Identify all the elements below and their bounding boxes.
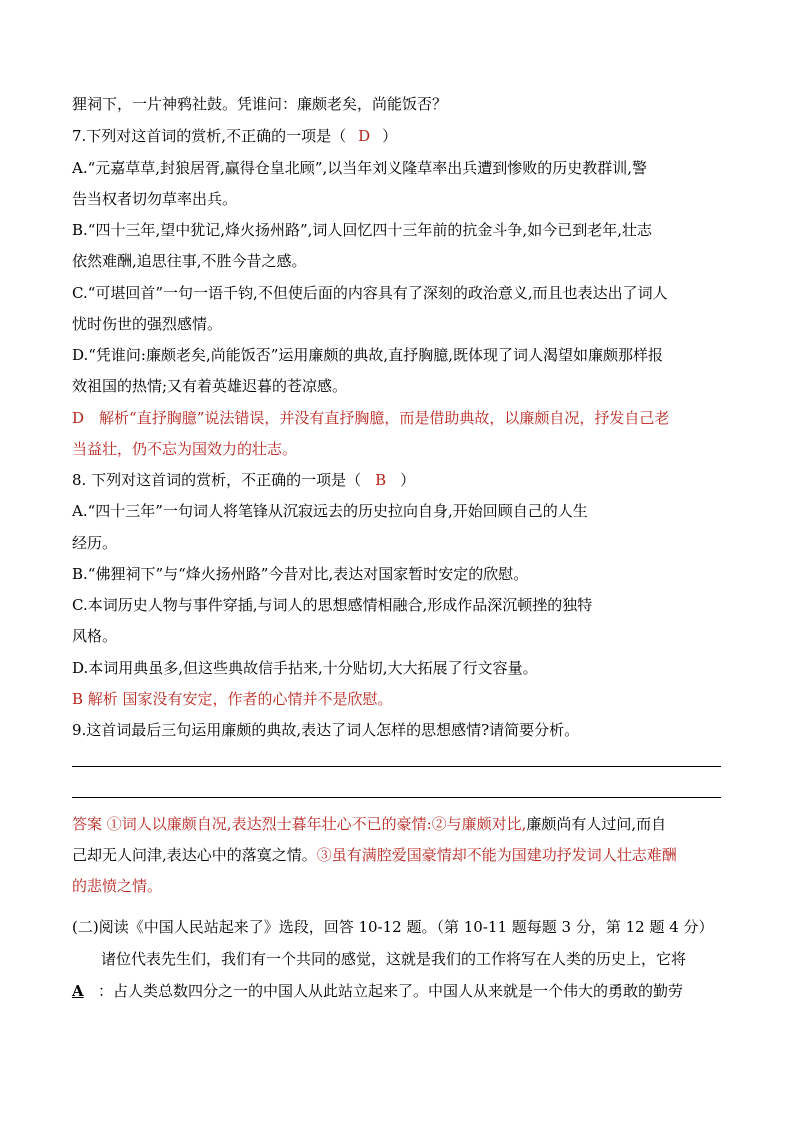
question-7-answer: D [358,127,371,145]
q8-option-c: C.本词历史人物与事件穿插,与词人的思想感情相融合,形成作品深沉顿挫的独特 [72,596,593,614]
passage-line-1: 诸位代表先生们，我们有一个共同的感觉，这就是我们的工作将写在人类的历史上，它将 [101,950,687,968]
answer-line-1 [72,766,721,767]
question-7: 7.下列对这首词的赏析,不正确的一项是（ D ） [72,127,398,145]
q8-explanation: B 解析 国家没有安定，作者的心情并不是欣慰。 [72,690,393,708]
passage-line-2: A ：占人类总数四分之一的中国人从此站立起来了。中国人从来就是一个伟大的勇敢的勤劳 [72,982,683,1000]
answer-line-2 [72,797,721,798]
q7-option-c: C.“可堪回首”一句一语千钧,不但使后面的内容具有了深刻的政治意义,而且也表达出了词人 [72,284,668,302]
q7-explanation: D 解析“直抒胸臆”说法错误，并没有直抒胸臆，而是借助典故，以廉颇自况，抒发自己老 [72,409,670,427]
q7-option-c-cont: 忧时伤世的强烈感情。 [72,315,223,333]
question-9: 9.这首词最后三句运用廉颇的典故,表达了词人怎样的思想感情?请简要分析。 [72,721,580,739]
q9-answer-cont: 己却无人问津,表达心中的落寞之情。③虽有满腔爱国豪情却不能为国建功抒发词人壮志难酬 [72,846,677,864]
q7-option-d-cont: 效祖国的热情;又有着英雄迟暮的苍凉感。 [72,377,348,395]
poem-last-line: 狸祠下，一片神鸦社鼓。凭谁问：廉颇老矣，尚能饭否？ [72,95,448,113]
q7-option-b: B.“四十三年,望中犹记,烽火扬州路”,词人回忆四十三年前的抗金斗争,如今已到老年,壮志 [72,221,652,239]
q8-option-c-cont: 风格。 [72,627,118,645]
q7-option-a: A.“元嘉草草,封狼居胥,赢得仓皇北顾”,以当年刘义隆草率出兵遭到惨败的历史教群训,警 [72,159,648,177]
q7-option-a-cont: 告当权者切勿草率出兵。 [72,190,238,208]
q8-option-a-cont: 经历。 [72,534,118,552]
section-2-heading: (二)阅读《中国人民站起来了》选段，回答 10-12 题。（第 10-11 题每题 3 分，第 12 题 4 分） [72,918,714,936]
q9-answer: 答案 ①词人以廉颇自况,表达烈士暮年壮心不已的豪情:②与廉颇对比,廉颇尚有人过问,而自 [72,815,667,833]
question-8: 8. 下列对这首词的赏析，不正确的一项是（ B ） [72,471,416,489]
question-8-answer: B [375,471,387,489]
blank-a: A [72,982,84,1000]
q7-explanation-cont: 当益壮，仍不忘为国效力的壮志。 [72,440,298,458]
q7-option-b-cont: 依然难酬,追思往事,不胜今昔之感。 [72,252,307,270]
q8-option-d: D.本词用典虽多,但这些典故信手拈来,十分贴切,大大拓展了行文容量。 [72,659,538,677]
q8-option-a: A.“四十三年”一句词人将笔锋从沉寂远去的历史拉向自身,开始回顾自己的人生 [72,502,588,520]
q7-option-d: D.“凭谁问:廉颇老矣,尚能饭否”运用廉颇的典故,直抒胸臆,既体现了词人渴望如廉颇那样报 [72,346,663,364]
answer-label: 答案 [72,815,103,833]
q8-option-b: B.“佛狸祠下”与“烽火扬州路”今昔对比,表达对国家暂时安定的欣慰。 [72,565,529,583]
q9-answer-end: 的悲愤之情。 [72,877,163,895]
